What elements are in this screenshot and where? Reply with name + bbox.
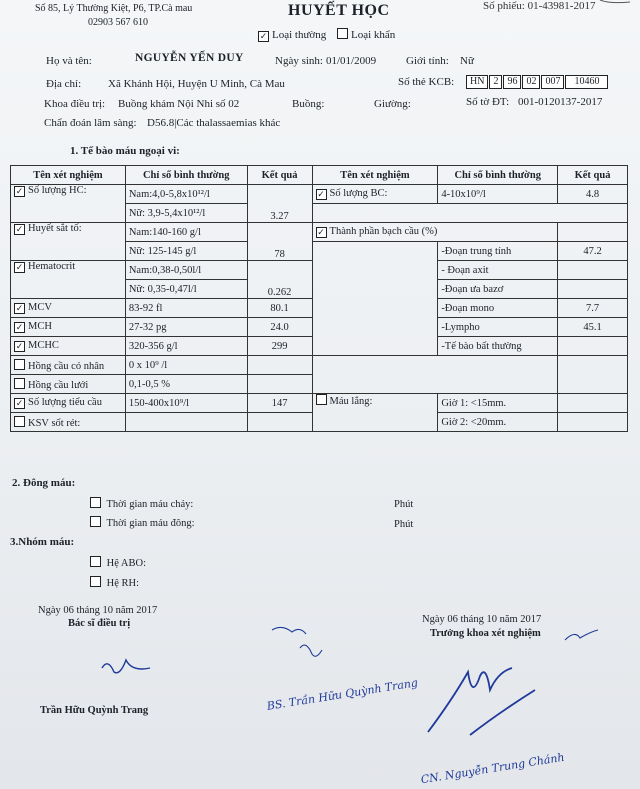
hospital-address: Số 85, Lý Thường Kiệt, P6, TP.Cà mau (35, 3, 193, 14)
checkbox-checked-icon: ✓ (15, 262, 24, 272)
type-normal: ✓ Loại thường (259, 29, 327, 41)
result-hst: 78 (247, 223, 312, 261)
test-hct: Hematocrit (28, 261, 76, 272)
clotting-time-unit: Phút (394, 519, 414, 530)
room-label: Buồng: (292, 98, 325, 110)
test-wbc-diff: Thành phần bạch cầu (%) (329, 226, 438, 237)
test-nrbc: Hồng cầu có nhân (28, 360, 105, 372)
result-plt: 147 (247, 394, 312, 413)
address-label: Địa chỉ: (46, 78, 82, 90)
dept-value: Buồng khám Nội Nhi số 02 (118, 98, 240, 110)
form-number: Số phiếu: 01-43981-2017 (483, 0, 596, 12)
report-title: HUYẾT HỌC (288, 2, 390, 19)
rh-group: Hệ RH: (90, 576, 139, 589)
abo-group: Hệ ABO: (90, 556, 146, 569)
section-cbc-title: 1. Tế bào máu ngoại vi: (70, 145, 180, 157)
test-hst: Huyết sắt tố: (28, 223, 82, 234)
test-mch: MCH (28, 321, 52, 332)
table-row: ✓ MCH 27-32 pg 24.0 -Lympho 45.1 (11, 318, 628, 337)
test-mcv: MCV (28, 302, 52, 313)
table-row: ✓ Hematocrit Nam:0,38-0,50l/l 0.262 - Đoạn axit (11, 261, 628, 280)
checkbox-checked-icon: ✓ (15, 186, 24, 196)
test-plt: Số lượng tiểu cầu (28, 397, 102, 408)
checkbox-checked-icon: ✓ (15, 322, 24, 332)
dept-label: Khoa điều trị: (44, 98, 106, 110)
checkbox-checked-icon: ✓ (15, 303, 24, 313)
result-mcv: 80.1 (247, 299, 312, 318)
sex-label: Giới tính: (406, 55, 449, 67)
sex-value: Nữ (460, 55, 474, 67)
bed-label: Giường: (374, 98, 411, 110)
result-hct: 0.262 (247, 261, 312, 299)
table-row: ✓ MCHC 320-356 g/l 299 -Tế bào bất thường (11, 337, 628, 356)
section-blood-group-title: 3.Nhóm máu: (10, 536, 75, 548)
diagnosis-value: D56.8|Các thalassaemias khác (147, 117, 281, 129)
table-row: Nữ: 0,35-0,47l/l -Đoạn ưa bazơ (11, 280, 628, 299)
test-hc: Số lượng HC: (28, 185, 87, 196)
kcb-label: Số thẻ KCB: (398, 76, 455, 88)
checkbox-checked-icon: ✓ (317, 227, 325, 237)
checkbox-checked-icon: ✓ (15, 398, 24, 408)
test-retic: Hồng cầu lưới (28, 379, 89, 391)
table-row: KSV sốt rét: Giờ 2: <20mm. (11, 413, 628, 432)
table-row: ✓ Số lượng tiểu cầu 150-400x10⁹/l 147 Máu lắng: Giờ 1: <15mm. (11, 394, 628, 413)
address-value: Xã Khánh Hội, Huyện U Minh, Cà Mau (108, 78, 285, 90)
diagnosis-label: Chẩn đoán lâm sàng: (44, 117, 137, 129)
hospital-phone: 02903 567 610 (88, 17, 148, 28)
checkbox-checked-icon: ✓ (15, 224, 24, 234)
doctor-name-stamp: BS. Trần Hữu Quỳnh Trang (265, 676, 419, 713)
signature-mark (600, 0, 630, 3)
name-label: Họ và tên: (46, 55, 92, 67)
result-mch: 24.0 (247, 318, 312, 337)
checkbox-checked-icon: ✓ (15, 341, 24, 351)
test-mchc: MCHC (28, 340, 59, 351)
bleeding-time-unit: Phút (394, 499, 414, 510)
bleeding-time: Thời gian máu chảy: (90, 497, 193, 510)
head-signature (428, 668, 535, 735)
left-date: Ngày 06 tháng 10 năm 2017 (38, 605, 158, 616)
result-mchc: 299 (247, 337, 312, 356)
doctor-signature (102, 660, 150, 673)
result-hc: 3.27 (247, 185, 312, 223)
table-row: ✓ Huyết sắt tố: Nam:140-160 g/l 78 ✓ Thành phần bạch cầu (%) (11, 223, 628, 242)
table-row: Nữ: 3,9-5,4x10¹²/l (11, 204, 628, 223)
right-date: Ngày 06 tháng 10 năm 2017 (422, 614, 542, 625)
head-name-stamp: CN. Nguyễn Trung Chánh (419, 750, 566, 787)
record-label: Số tờ ĐT: (466, 96, 510, 108)
table-row: Hồng cầu có nhân 0 x 10⁹ /l (11, 356, 628, 375)
table-row: ✓ MCV 83-92 fl 80.1 -Đoạn mono 7.7 (11, 299, 628, 318)
clotting-time: Thời gian máu đông: (90, 516, 195, 529)
middle-signature (272, 627, 322, 656)
initials-mark (565, 630, 598, 640)
type-urgent: Loại khẩn (337, 29, 395, 41)
section-coag-title: 2. Đông máu: (12, 477, 76, 489)
test-bc: Số lượng BC: (329, 188, 388, 199)
table-row: ✓ Số lượng HC: Nam:4,0-5,8x10¹²/l 3.27 ✓ Số lượng BC: 4-10x10⁹/l 4.8 (11, 185, 628, 204)
kcb-number: HN 2 96 02 007 10460 (466, 71, 609, 89)
right-role: Trưởng khoa xét nghiệm (430, 628, 541, 639)
dob-value: 01/01/2009 (326, 55, 377, 67)
dob-label: Ngày sinh: (275, 55, 323, 67)
patient-name: NGUYỄN YẾN DUY (135, 52, 244, 64)
test-esr: Máu lắng: (329, 396, 373, 407)
table-row: Hồng cầu lưới 0,1-0,5 % (11, 375, 628, 394)
table-row: Nữ: 125-145 g/l -Đoạn trung tính 47.2 (11, 242, 628, 261)
table-header-row: Tên xét nghiệm Chỉ số bình thường Kết quả Tên xét nghiệm Chỉ số bình thường Kết quả (11, 166, 628, 185)
checkbox-checked-icon: ✓ (259, 31, 268, 41)
record-value: 001-0120137-2017 (518, 96, 603, 108)
result-bc: 4.8 (558, 185, 628, 204)
left-doctor-name: Trần Hữu Quỳnh Trang (40, 705, 149, 716)
left-role: Bác sĩ điều trị (68, 618, 131, 629)
checkbox-checked-icon: ✓ (317, 189, 325, 199)
test-malaria: KSV sốt rét: (28, 417, 81, 429)
